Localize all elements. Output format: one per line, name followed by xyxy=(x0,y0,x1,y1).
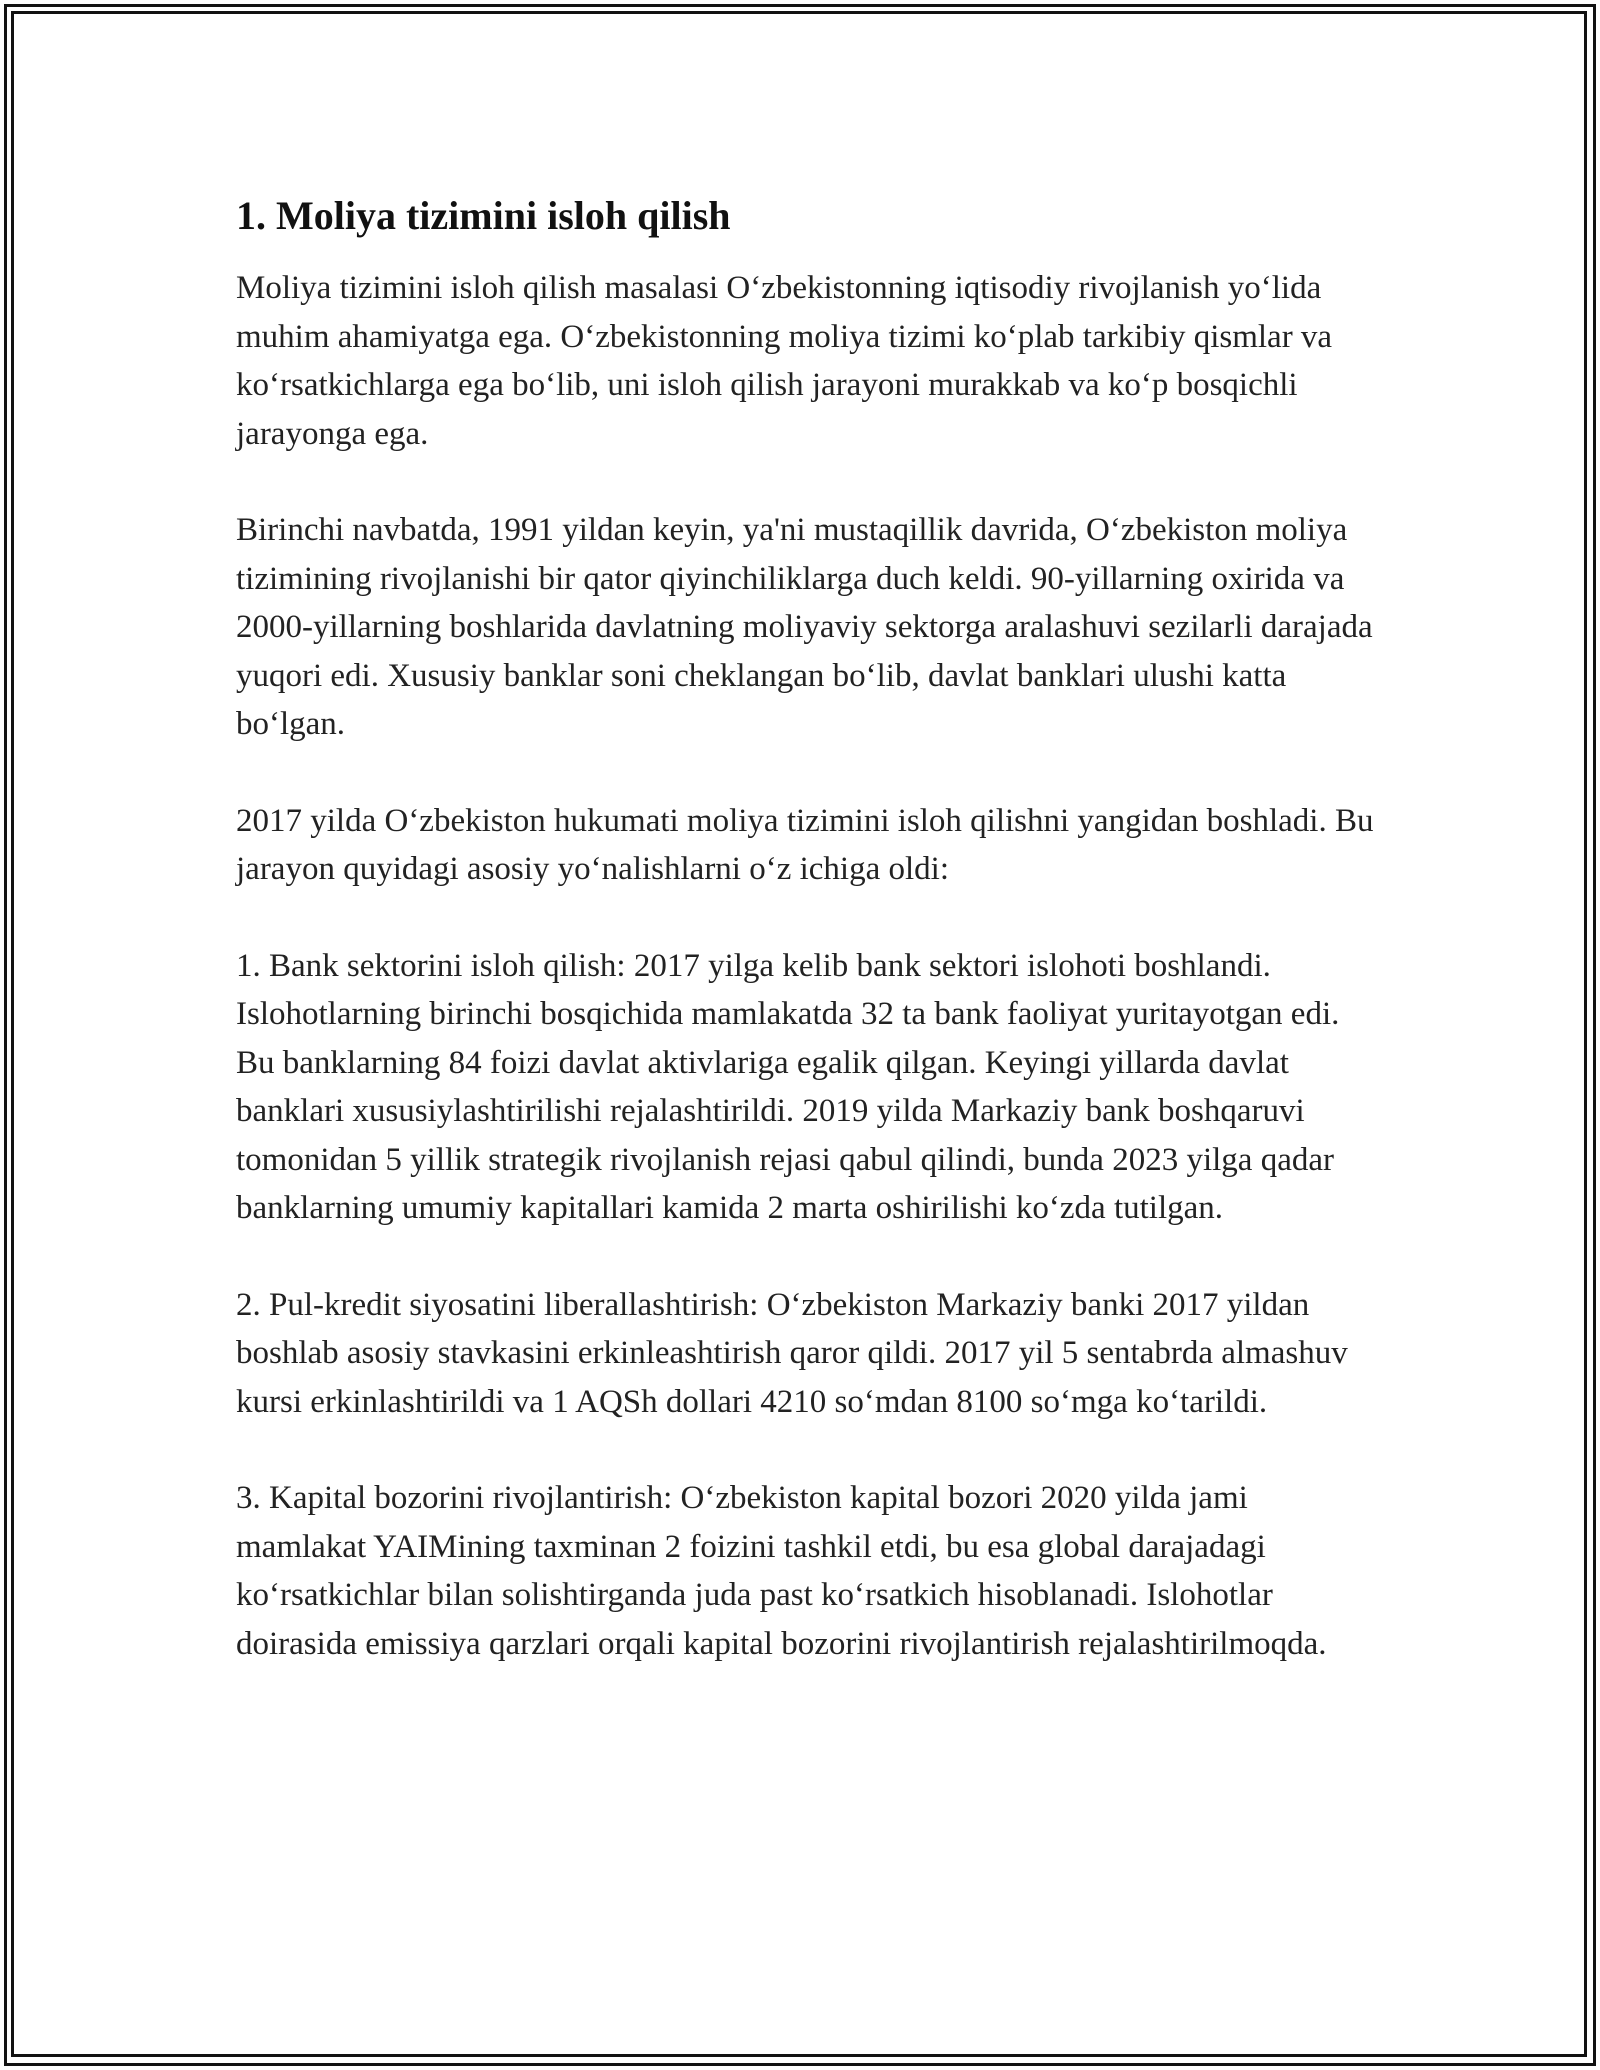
paragraph-2017-reform: 2017 yilda O‘zbekiston hukumati moliya tizimini isloh qilishni yangidan boshladi. Bu jarayon quyidagi asosiy yo‘nalishlarni o‘z ichiga oldi: xyxy=(236,802,1374,887)
paragraph-history: Birinchi navbatda, 1991 yildan keyin, ya'ni mustaqillik davrida, O‘zbekiston moliya tizimining rivojlanishi bir qator qiyinchiliklarga duch keldi. 90-yillarning oxirida va 2000-yillarning boshlarida davlatning moliyaviy sektorga aralashuvi sezilarli darajada yuqori edi. Xususiy banklar soni cheklangan bo‘lib, davlat banklari ulushi katta bo‘lgan. xyxy=(236,512,1373,742)
paragraph-bank-sector: 1. Bank sektorini isloh qilish: 2017 yilga kelib bank sektori islohoti boshlandi. Islohotlarning birinchi bosqichida mamlakatda 32 ta bank faoliyat yuritayotgan edi. Bu banklarning 84 foizi davlat aktivlariga egalik qilgan. Keyingi yillarda davlat banklari xususiylashtirilishi rejalashtirildi. 2019 yilda Markaziy bank boshqaruvi tomonidan 5 yillik strategik rivojlanish rejasi qabul qilindi, bunda 2023 yilga qadar banklarning umumiy kapitallari kamida 2 marta oshirilishi ko‘zda tutilgan. xyxy=(236,947,1340,1226)
paragraph-capital-market: 3. Kapital bozorini rivojlantirish: O‘zbekiston kapital bozori 2020 yilda jami mamlakat YAIMining taxminan 2 foizini tashkil etdi, bu esa global darajadagi ko‘rsatkichlar bilan solishtirganda juda past ko‘rsatkich hisoblanadi. Islohotlar doirasida emissiya qarzlari orqali kapital bozorini rivojlantirish rejalashtirilmoqda. xyxy=(236,1480,1327,1662)
paragraph-monetary-policy: 2. Pul-kredit siyosatini liberallashtirish: O‘zbekiston Markaziy banki 2017 yildan boshlab asosiy stavkasini erkinleashtirish qaror qildi. 2017 yil 5 sentabrda almashuv kursi erkinlashtirildi va 1 AQSh dollari 4210 so‘mdan 8100 so‘mga ko‘tarildi. xyxy=(236,1286,1348,1420)
section-heading: 1. Moliya tizimini isloh qilish xyxy=(236,193,731,238)
paragraph-intro: Moliya tizimini isloh qilish masalasi O‘zbekistonning iqtisodiy rivojlanish yo‘lida muhim ahamiyatga ega. O‘zbekistonning moliya tizimi ko‘plab tarkibiy qismlar va ko‘rsatkichlarga ega bo‘lib, uni isloh qilish jarayoni murakkab va ko‘p bosqichli jarayonga ega. xyxy=(236,270,1333,452)
document-body xyxy=(236,180,1376,1716)
